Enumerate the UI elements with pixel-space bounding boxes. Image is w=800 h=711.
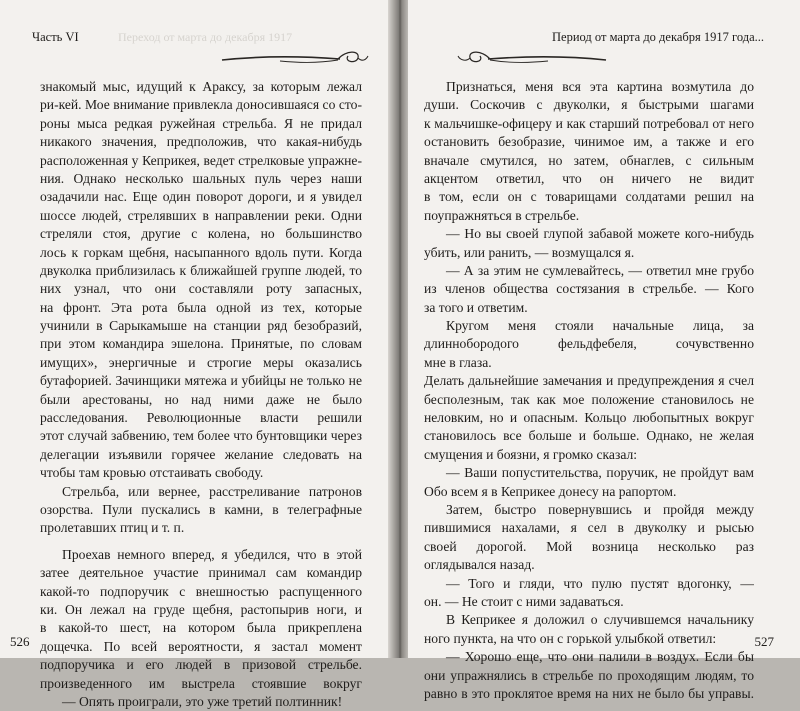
text-line: — Хорошо еще, что они палили в воздух. Если бы: [446, 649, 754, 665]
text-line: расположенная у Кеприкея, ведет стрелковые упражне-: [40, 152, 362, 168]
page-number: 527: [754, 634, 774, 649]
text-line: ного пункта, на что он с горькой улыбкой ответил:: [424, 630, 717, 646]
text-line: учинили в Сарыкамыше на станции ряд безобразий,: [40, 318, 362, 334]
text-line: двуколка приблизилась к ближайшей группе людей, то: [40, 262, 362, 278]
text-line: убить, или ранить, — возмущался я.: [424, 244, 635, 260]
left-page: [0, 0, 392, 709]
right-body-text: [424, 78, 754, 703]
text-line: к мальчишке-офицеру и как старший потребовал от него: [424, 115, 754, 131]
text-line: Обо всем я в Кеприкее донесу на рапортом.: [424, 483, 677, 499]
text-line: поупражняться в стрельбе.: [424, 207, 580, 223]
text-line: ния. Однако несколько шальных пуль через наши: [40, 170, 362, 186]
text-line: шоссе людей, стрелявших в направлении реки. Одни: [40, 207, 362, 223]
text-line: озадачили нас. Еще один поворот дороги, и я увидел: [40, 189, 362, 205]
text-line: мне в глаза.: [424, 354, 492, 370]
text-line: он. — Не стоит с ними задаваться.: [424, 593, 624, 609]
text-line: Кругом меня стояли начальные лица, за: [446, 318, 754, 334]
text-line: становилось все больше и больше. Однако, не желая: [424, 428, 754, 444]
text-line: дощечка. По всей вероятности, я застал момент: [40, 638, 362, 654]
flourish-ornament: [448, 46, 608, 68]
text-line: пившимися нахалами, я сел в двуколку и рысью: [424, 520, 754, 536]
text-line: — Ваши попустительства, поручик, не пройдут вам: [446, 465, 754, 481]
text-line: знакомый мыс, идущий к Араксу, за которым лежал: [40, 79, 362, 94]
right-page: [408, 0, 800, 701]
text-line: Стрельба, или вернее, расстреливание патронов: [62, 483, 362, 499]
text-line: — Опять проиграли, это уже третий полтинник!: [62, 693, 343, 709]
text-line: никакого значения, предположив, что какая-нибудь: [40, 134, 362, 150]
text-line: бутафорией. Зачинщики мятежа и убийцы не только не: [40, 373, 362, 389]
text-line: пролетавших птиц и т. п.: [40, 520, 185, 536]
text-line: — А за этим не сумлевайтесь, — ответил мне грубо: [446, 262, 754, 278]
text-line: на фронт. Эта рота была одной из тех, которые: [40, 299, 362, 315]
text-line: своей дорогой. Мой возница несколько раз: [424, 538, 754, 554]
text-line: Делать дальнейшие замечания и предупреждения я счел: [424, 373, 754, 389]
text-line: — Того и гляди, что пулю пустят вдогонку, —: [446, 575, 754, 591]
running-header: Период от марта до декабря 1917 года...: [552, 30, 764, 44]
text-line: Проехав немного вперед, я убедился, что в этой: [62, 546, 362, 562]
text-line: ри-кей. Мое внимание привлекла доносившаяся со сто-: [40, 97, 362, 113]
text-line: стреляли стоя, другие с колена, но большинство: [40, 226, 362, 242]
text-line: них узнал, что они составляли роту запасных,: [40, 281, 362, 297]
left-body-text: [40, 78, 362, 711]
text-line: — Но вы своей глупой забавой можете кого-нибудь: [446, 226, 754, 242]
show-through-text: Переход от марта до декабря 1917: [118, 30, 293, 44]
text-line: этот случай забвению, тем более что бунтовщики через: [40, 428, 362, 444]
page-number: 526: [10, 634, 30, 649]
text-line: остановить безобразие, чинимое им, а также и его: [424, 134, 754, 150]
text-line: делегации изъявили горячее желание следовать на: [40, 446, 362, 462]
text-line: В Кеприкее я доложил о случившемся начальнику: [446, 612, 754, 628]
text-line: затее деятельное участие принимал сам командир: [40, 565, 362, 581]
text-line: смущения и боязни, я громко сказал:: [424, 446, 638, 462]
text-line: души. Соскочив с двуколки, я быстрыми шагами: [424, 97, 754, 113]
text-line: оглядывался назад.: [424, 557, 535, 573]
text-line: Затем, быстро повернувшись и пройдя между: [446, 501, 754, 517]
text-line: в том, если он с товарищами солдатами решил на: [424, 189, 754, 205]
flourish-ornament: [220, 46, 370, 68]
text-line: были арестованы, но над ними даже не было: [40, 391, 362, 407]
text-line: акцентом ответил, что он ничего не видит: [424, 170, 754, 186]
text-line: имущих», энергичные и строгие меры оказались: [40, 354, 362, 370]
text-line: длиннобородого фельдфебеля, сочувственно: [424, 336, 754, 352]
text-line: бесполезным, так как мое положение становилось не: [424, 391, 754, 407]
text-line: ки. Он лежал на груде щебня, растопырив ноги, и: [40, 601, 362, 617]
text-line: из членов общества состязания в стрельбе. — Кого: [424, 281, 754, 297]
text-line: неловким, но и опасным. Кольцо любопытных вокруг: [424, 410, 754, 426]
text-line: чтобы там кровью отстаивать свободу.: [40, 465, 264, 481]
text-line: расследования. Революционные власти решили: [40, 410, 362, 426]
text-line: вначале смутился, но затем, обнаглев, с сильным: [424, 152, 754, 168]
text-line: за того и ответим.: [424, 299, 528, 315]
text-line: роны мыса редкая ружейная стрельба. Я не придал: [40, 115, 362, 131]
running-header: Часть VI: [32, 30, 79, 44]
text-line: они упражнялись в стрельбе по проходящим людям, то: [424, 667, 754, 683]
text-line: равно в это проклятое время на них не было бы управы.: [424, 685, 754, 701]
text-line: произведенного им выстрела стоявшие вокруг: [40, 675, 362, 691]
text-line: озорства. Пули пускались в камни, в телеграфные: [40, 501, 362, 517]
text-line: в какой-то шест, на котором была прикреплена: [40, 620, 362, 636]
text-line: Признаться, меня вся эта картина возмутила до: [446, 79, 754, 94]
text-line: какой-то подпоручик с внешностью распущенного: [40, 583, 362, 599]
text-line: при этом командира эшелона. Принятые, по словам: [40, 336, 362, 352]
text-line: подпоручика и его людей в призовой стрельбе.: [40, 657, 362, 673]
text-line: лось к горкам щебня, насыпанного вдоль пути. Когда: [40, 244, 362, 260]
